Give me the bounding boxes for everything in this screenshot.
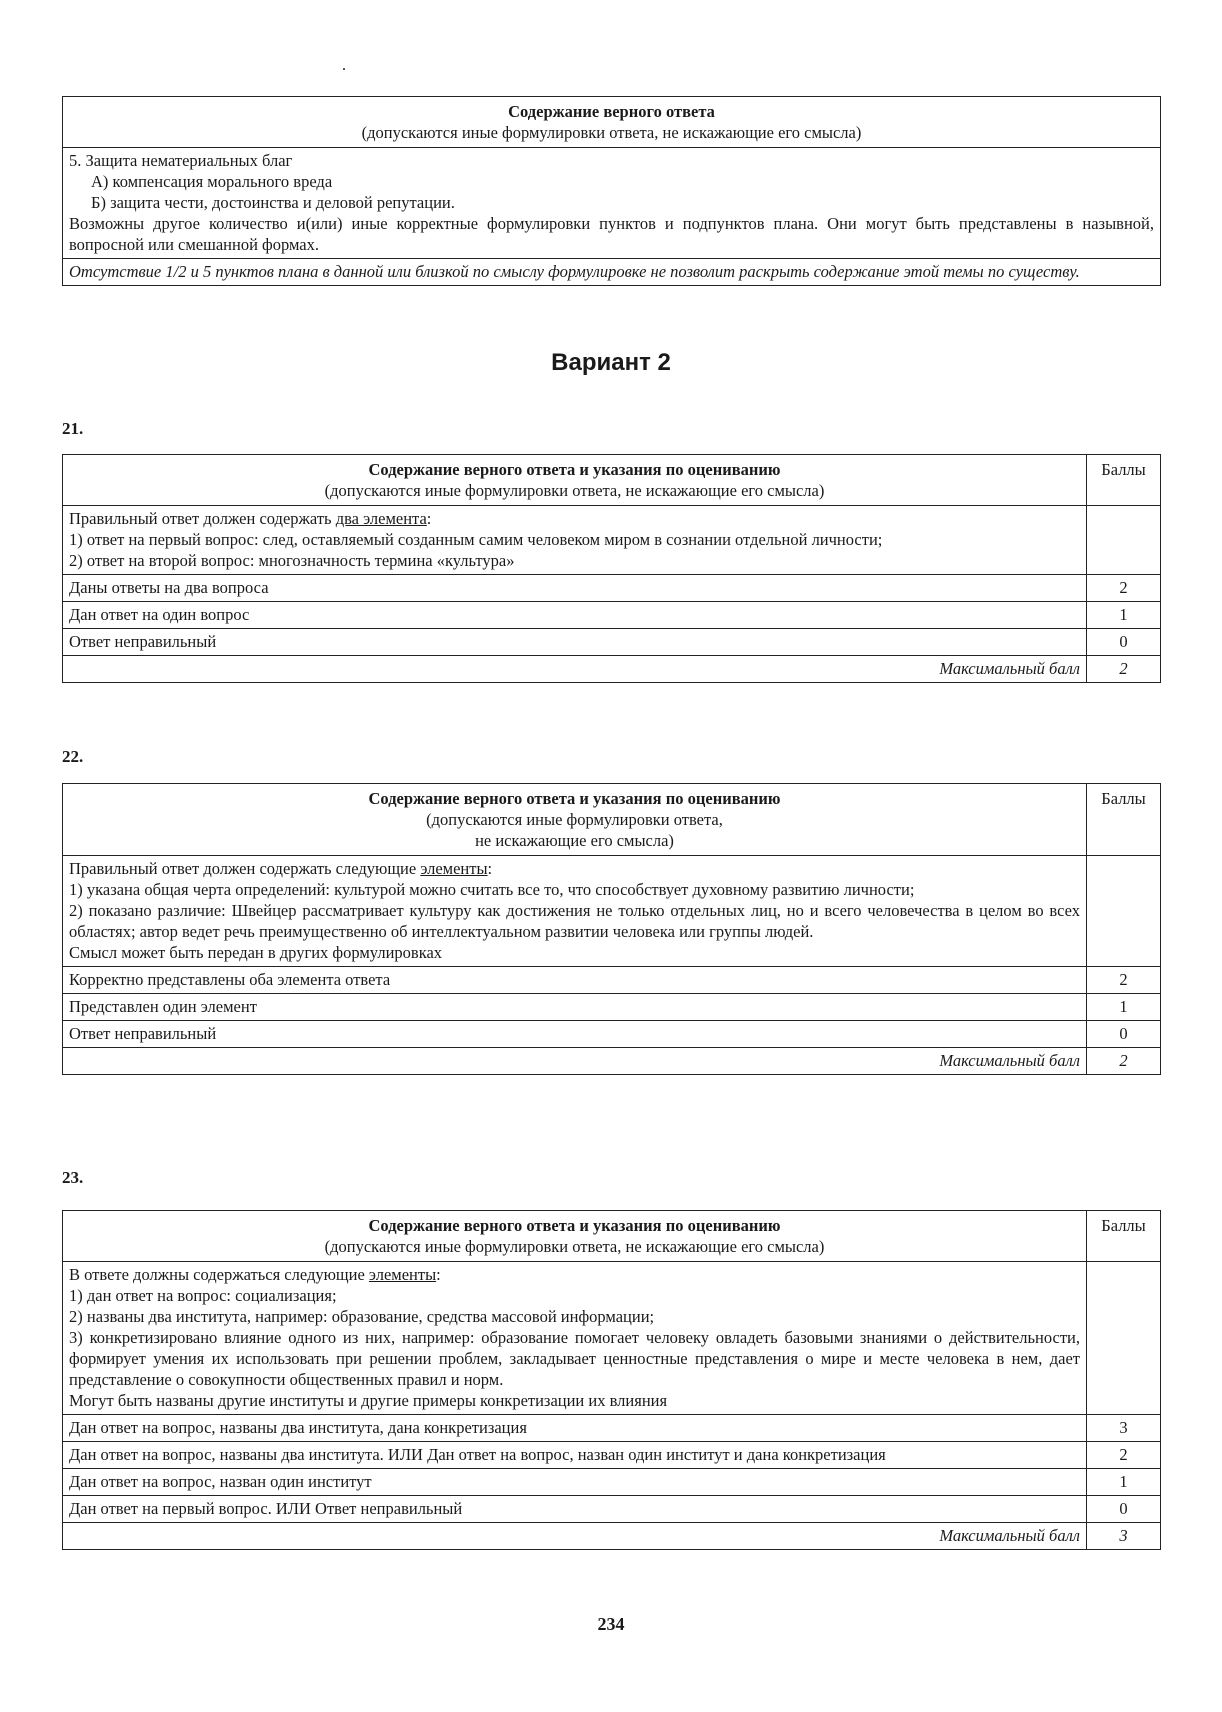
page-number: 234 [597, 1614, 625, 1634]
answer-content [63, 148, 1161, 259]
table-row [63, 1415, 1161, 1442]
table-header [63, 784, 1087, 856]
table-row [63, 1496, 1161, 1523]
table-row [63, 506, 1161, 575]
max-score-row [63, 1523, 1161, 1550]
header-subtitle: (допускаются иные формулировки ответа, не искажающие его смысла) [324, 1237, 825, 1256]
table-row [63, 1021, 1161, 1048]
table-row [63, 1469, 1161, 1496]
criterion-score: 0 [1087, 629, 1161, 656]
criterion-score: 2 [1087, 575, 1161, 602]
table-row [63, 602, 1161, 629]
table-header [63, 97, 1161, 148]
score-cell-empty [1087, 506, 1161, 575]
intro-text: Правильный ответ должен содержать следующие [69, 859, 421, 878]
header-title: Содержание верного ответа [508, 102, 715, 121]
intro-underlined: элементы [368, 1265, 437, 1284]
score-header: Баллы [1087, 455, 1161, 506]
score-header: Баллы [1087, 784, 1161, 856]
table-row [63, 259, 1161, 286]
question-21-table [62, 454, 1161, 683]
answer-intro [69, 858, 1080, 879]
table-row [63, 629, 1161, 656]
italic-note: Отсутствие 1/2 и 5 пунктов плана в данной или близкой по смыслу формулировке не позволит раскрыть содержание этой темы по существу. [63, 259, 1161, 286]
table-row [63, 994, 1161, 1021]
plan-subitem: А) компенсация морального вреда [91, 172, 333, 191]
question-number: 21. [62, 419, 84, 438]
criterion-score: 1 [1087, 994, 1161, 1021]
answer-element: 2) показано различие: Швейцер рассматривает культуру как достижения не только отдельных лиц, но и всего человечества в целом во всех областях; автор ведет речь преимущественно об интеллектуальном развитии человека или группы людей. [69, 901, 1080, 941]
header-subtitle: (допускаются иные формулировки ответа, не искажающие его смысла) [361, 123, 862, 142]
table-row [63, 1262, 1161, 1415]
plan-subitem: Б) защита чести, достоинства и деловой репутации. [91, 193, 455, 212]
intro-underlined: элементы [420, 859, 488, 878]
table-header-row [63, 97, 1161, 148]
plan-note: Возможны другое количество и(или) иные корректные формулировки пунктов и подпунктов плана. Они могут быть представлены в назывной, вопросной или смешанной формах. [69, 214, 1154, 254]
question-number: 23. [62, 1168, 84, 1187]
intro-text: Правильный ответ должен содержать [69, 509, 336, 528]
table-row [63, 575, 1161, 602]
answer-element: 3) конкретизировано влияние одного из них, например: образование помогает человеку овладеть базовыми знаниями о действительности, формирует умения их использовать при решении проблем, закладывает ценностные представления о мире и месте человека в нем, дает представление о совокупности общественных правил и норм. [69, 1328, 1080, 1389]
criterion-score: 2 [1087, 1442, 1161, 1469]
top-answer-table [62, 96, 1161, 286]
score-header: Баллы [1087, 1211, 1161, 1262]
question-number: 22. [62, 747, 84, 766]
criterion-text: Корректно представлены оба элемента ответа [63, 967, 1087, 994]
table-header-row [63, 784, 1161, 856]
answer-content [63, 1262, 1087, 1415]
max-score-label: Максимальный балл [63, 1048, 1087, 1075]
table-header [63, 455, 1087, 506]
max-score-value: 2 [1087, 1048, 1161, 1075]
intro-colon: : [436, 1265, 441, 1284]
answer-content [63, 506, 1087, 575]
answer-element: Смысл может быть передан в других формулировках [69, 943, 443, 962]
table-header-row [63, 1211, 1161, 1262]
table-header [63, 1211, 1087, 1262]
plan-item: 5. Защита нематериальных благ [69, 151, 293, 170]
score-cell-empty [1087, 856, 1161, 967]
answer-element: 2) ответ на второй вопрос: многозначность термина «культура» [69, 551, 515, 570]
criterion-score: 0 [1087, 1021, 1161, 1048]
criterion-text: Дан ответ на вопрос, назван один институт [63, 1469, 1087, 1496]
criterion-text: Даны ответы на два вопроса [63, 575, 1087, 602]
table-header-row [63, 455, 1161, 506]
criterion-score: 1 [1087, 1469, 1161, 1496]
criterion-text: Дан ответ на один вопрос [63, 602, 1087, 629]
answer-intro [69, 1264, 1080, 1285]
criterion-text: Ответ неправильный [63, 629, 1087, 656]
criterion-score: 1 [1087, 602, 1161, 629]
max-score-row [63, 1048, 1161, 1075]
answer-element: 1) ответ на первый вопрос: след, оставляемый созданным самим человеком миром в сознании отдельной личности; [69, 530, 883, 549]
question-23-table [62, 1210, 1161, 1550]
criterion-score: 0 [1087, 1496, 1161, 1523]
criterion-text: Дан ответ на вопрос, названы два института. ИЛИ Дан ответ на вопрос, назван один институт и дана конкретизация [63, 1442, 1087, 1469]
criterion-text: Дан ответ на первый вопрос. ИЛИ Ответ неправильный [63, 1496, 1087, 1523]
max-score-row [63, 656, 1161, 683]
score-cell-empty [1087, 1262, 1161, 1415]
criterion-text: Представлен один элемент [63, 994, 1087, 1021]
criterion-score: 3 [1087, 1415, 1161, 1442]
max-score-value: 2 [1087, 656, 1161, 683]
scan-speck [343, 68, 345, 70]
answer-intro [69, 508, 1080, 529]
table-row [63, 967, 1161, 994]
intro-colon: : [487, 859, 493, 878]
criterion-text: Дан ответ на вопрос, названы два института, дана конкретизация [63, 1415, 1087, 1442]
max-score-label: Максимальный балл [63, 656, 1087, 683]
criterion-score: 2 [1087, 967, 1161, 994]
header-subtitle: не искажающие его смысла) [475, 831, 674, 850]
answer-content [63, 856, 1087, 967]
intro-underlined: два элемента [335, 509, 427, 528]
header-title: Содержание верного ответа и указания по оцениванию [368, 1216, 781, 1235]
intro-text: В ответе должны содержаться следующие [69, 1265, 369, 1284]
intro-colon: : [426, 509, 432, 528]
answer-element: 2) названы два института, например: образование, средства массовой информации; [69, 1307, 655, 1326]
table-row [63, 856, 1161, 967]
answer-element: Могут быть названы другие институты и другие примеры конкретизации их влияния [69, 1391, 668, 1410]
criterion-text: Ответ неправильный [63, 1021, 1087, 1048]
answer-element: 1) указана общая черта определений: культурой можно считать все то, что способствует духовному развитию личности; [69, 880, 915, 899]
variant-heading: Вариант 2 [551, 349, 671, 376]
table-row [63, 148, 1161, 259]
header-subtitle: (допускаются иные формулировки ответа, [426, 810, 723, 829]
question-22-table [62, 783, 1161, 1075]
max-score-value: 3 [1087, 1523, 1161, 1550]
table-row [63, 1442, 1161, 1469]
max-score-label: Максимальный балл [63, 1523, 1087, 1550]
answer-element: 1) дан ответ на вопрос: социализация; [69, 1286, 337, 1305]
header-subtitle: (допускаются иные формулировки ответа, не искажающие его смысла) [324, 481, 825, 500]
header-title: Содержание верного ответа и указания по оцениванию [368, 460, 781, 479]
header-title: Содержание верного ответа и указания по оцениванию [368, 789, 781, 808]
